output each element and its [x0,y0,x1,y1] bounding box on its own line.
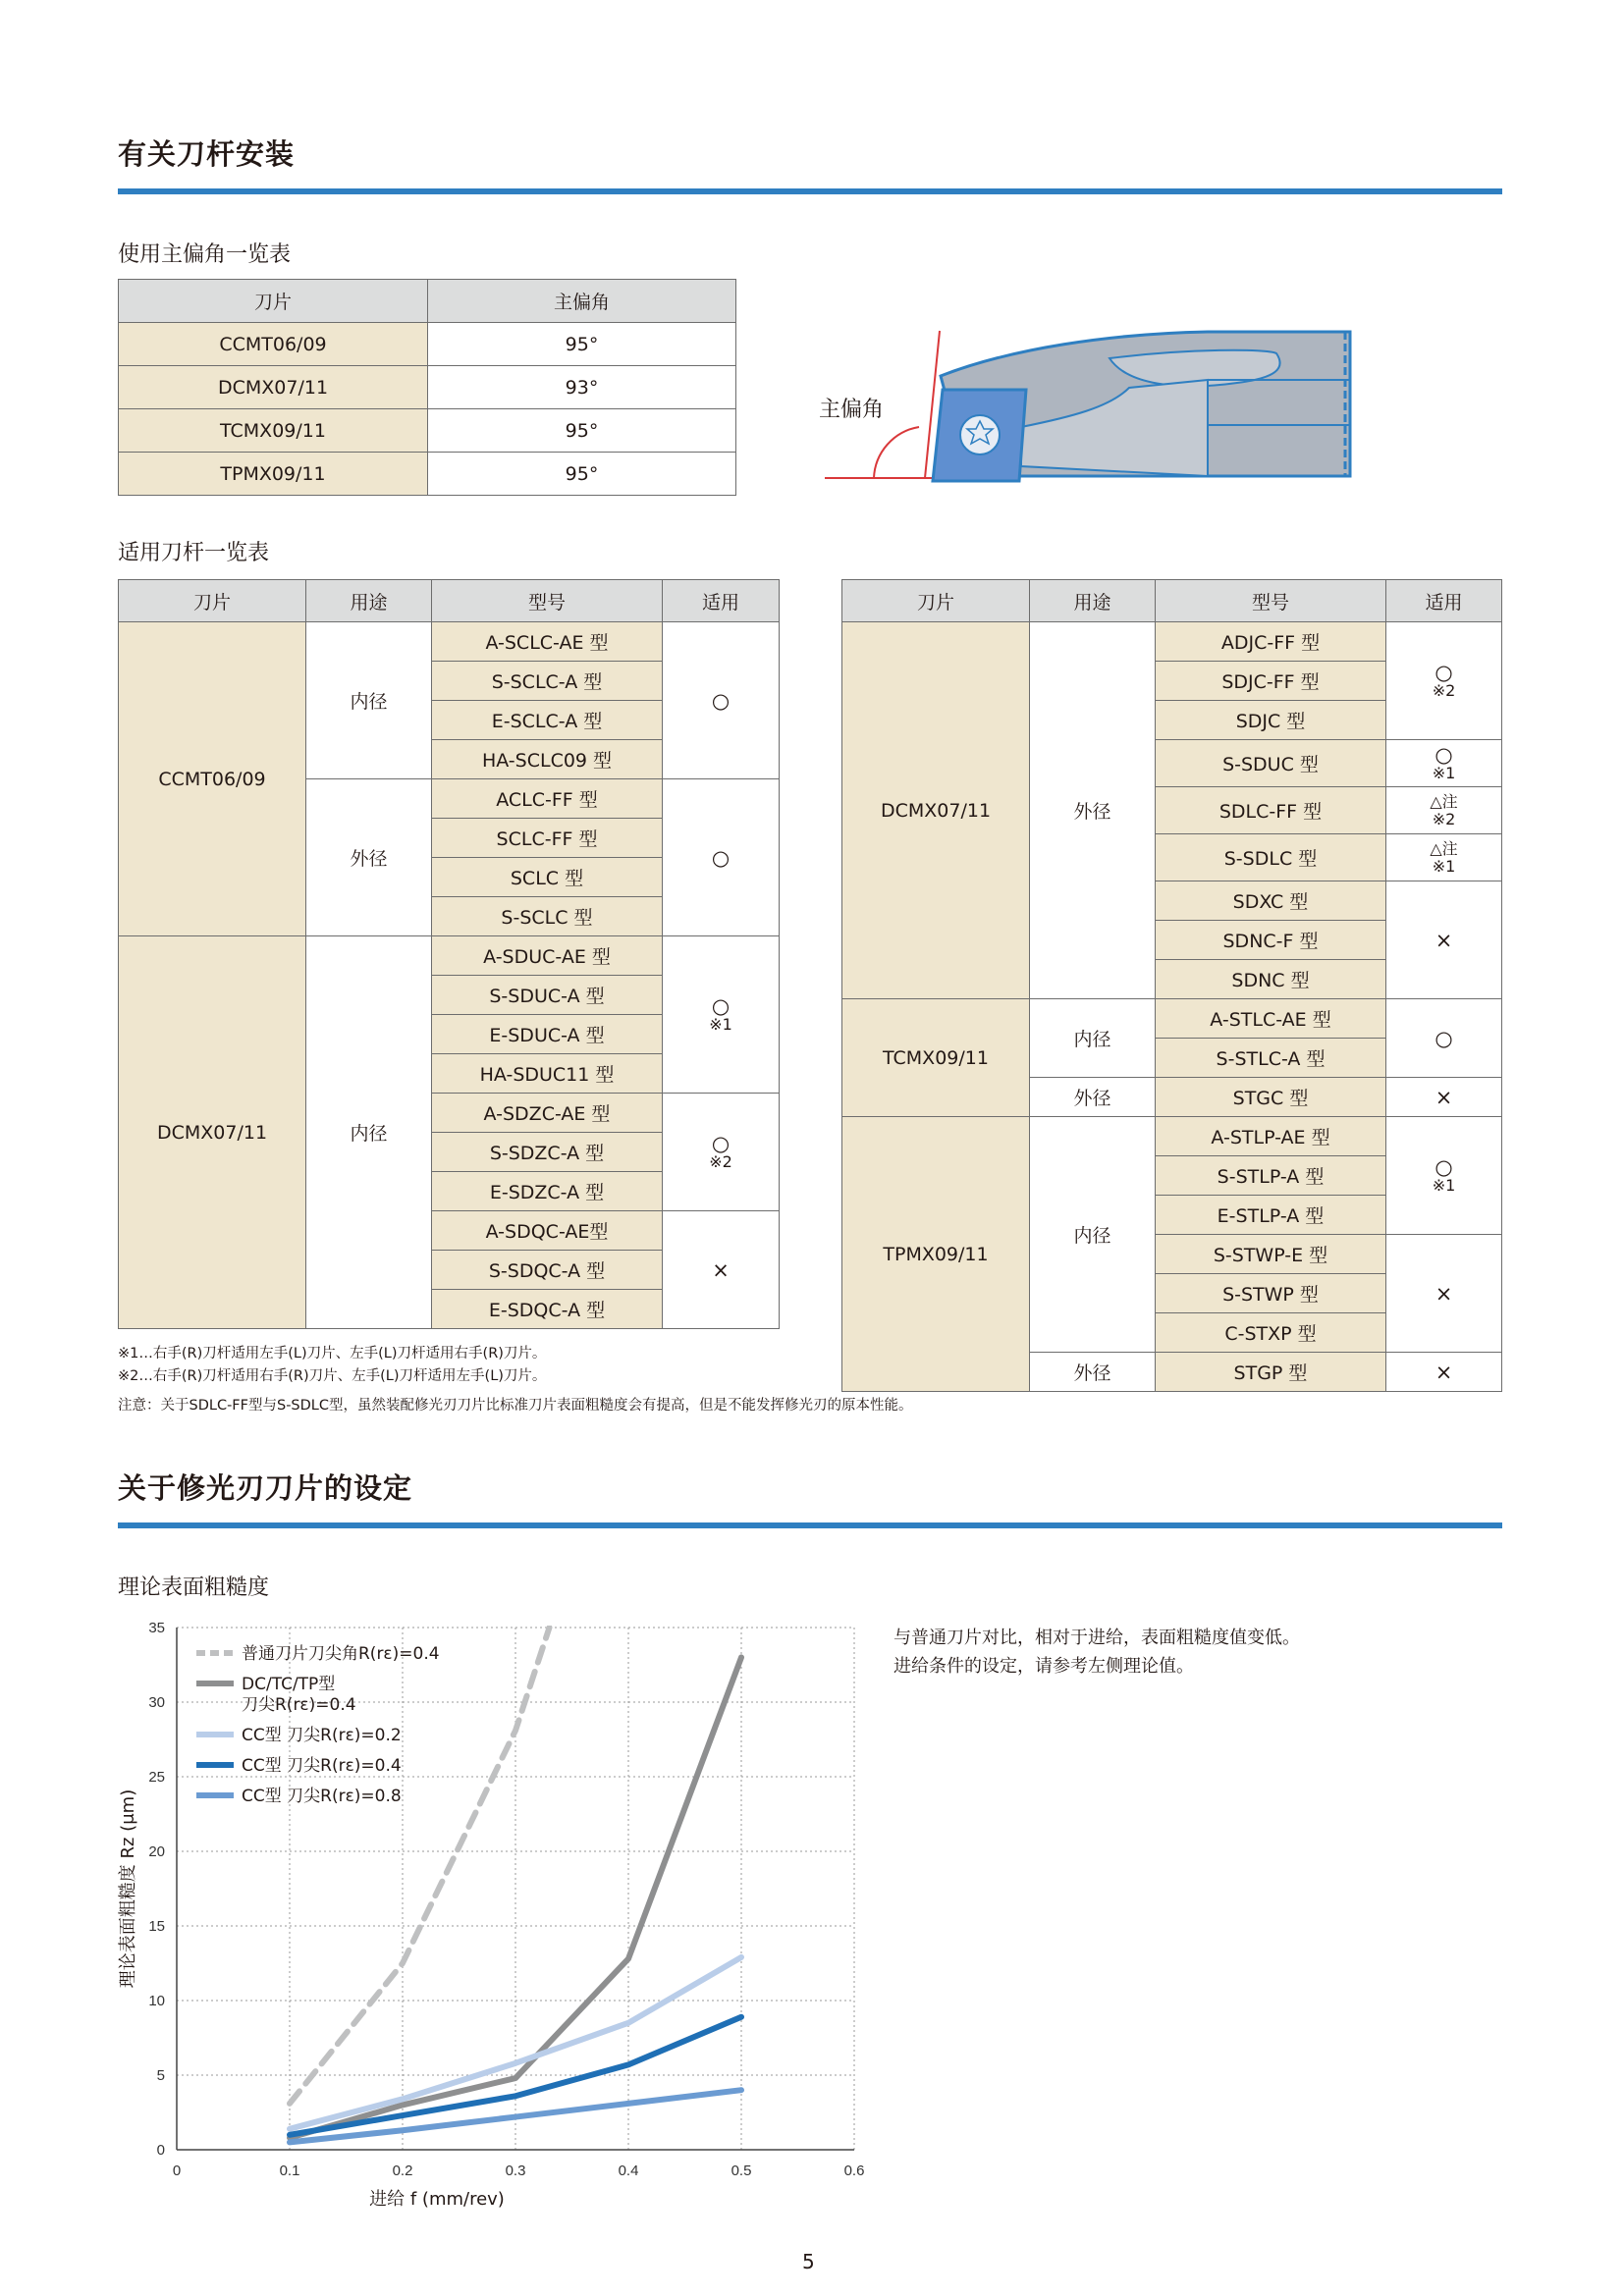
mark-symbol: ○ [1435,1154,1453,1179]
mark-symbol: ○ [711,1131,731,1155]
x-tick-label: 0.4 [618,2163,639,2179]
cell-model: A-SDUC-AE 型 [432,936,663,976]
cell-model: A-SDQC-AE型 [432,1211,663,1251]
footnote-2: ※2…右手(R)刀杆适用右手(R)刀片、左手(L)刀杆适用左手(L)刀片。 [118,1368,547,1384]
x-tick-label: 0.5 [731,2163,752,2179]
cell-use: 外径 [1030,1078,1156,1117]
description-line: 与普通刀片对比，相对于进给，表面粗糙度值变低。 [893,1628,1300,1648]
tool-holder-diagram [815,319,1355,491]
cell-model: S-SDQC-A 型 [432,1251,663,1290]
mark-note: ※2 [1432,809,1456,828]
cell-model: S-STLP-A 型 [1156,1156,1386,1196]
cell-model: S-STLC-A 型 [1156,1039,1386,1078]
cell-mark [1386,740,1502,787]
cell-insert: DCMX07/11 [119,936,306,1329]
cell-insert: TPMX09/11 [842,1117,1030,1392]
angle-table-header-angle: 主偏角 [428,280,736,323]
angle-row-insert: TCMX09/11 [119,409,428,453]
legend-label: CC型 刀尖R(rε)=0.8 [242,1787,402,1806]
angle-row-insert: CCMT06/09 [119,323,428,366]
y-tick-label: 0 [156,2142,165,2159]
cell-use: 外径 [1030,622,1156,999]
y-tick-label: 35 [148,1620,165,1636]
angle-row-angle: 93° [428,366,736,409]
legend-label: 普通刀片刀尖角R(rε)=0.4 [242,1644,440,1664]
x-tick-label: 0.6 [843,2163,865,2179]
cell-use: 外径 [1030,1353,1156,1392]
cell-model: SCLC-FF 型 [432,819,663,858]
y-axis-label: 理论表面粗糙度 Rz (μm) [118,1789,138,1989]
description-line: 进给条件的设定，请参考左侧理论值。 [893,1656,1194,1677]
cell-model: E-SDZC-A 型 [432,1172,663,1211]
cell-model: E-STLP-A 型 [1156,1196,1386,1235]
cell-model: SDJC 型 [1156,701,1386,740]
cell-model: SDNC-F 型 [1156,921,1386,960]
cell-mark: ○ [1386,999,1502,1078]
section-title-wiper-setting: 关于修光刃刀片的设定 [118,1471,413,1505]
angle-table-header-insert: 刀片 [119,280,428,323]
mark-symbol: ○ [1435,742,1453,767]
mark-note: ※1 [1432,856,1456,876]
header-model: 型号 [1156,580,1386,622]
header-insert: 刀片 [119,580,306,622]
chart-description [893,1624,1300,1681]
cell-model: STGC 型 [1156,1078,1386,1117]
y-tick-label: 5 [156,2067,165,2084]
cell-model: SDXC 型 [1156,881,1386,921]
legend-label: DC/TC/TP型 [242,1675,336,1694]
mark-note: ※1 [1432,763,1456,782]
cell-model: E-SCLC-A 型 [432,701,663,740]
mark-note: ※1 [1432,1175,1456,1195]
cell-use: 内径 [306,936,432,1329]
cell-model: S-SDUC-A 型 [432,976,663,1015]
cell-mark [1386,1117,1502,1235]
cell-model: A-STLC-AE 型 [1156,999,1386,1039]
angle-row-angle: 95° [428,323,736,366]
cell-mark: × [1386,881,1502,999]
y-tick-label: 25 [148,1769,165,1786]
cell-model: A-SDZC-AE 型 [432,1094,663,1133]
cell-insert: TCMX09/11 [842,999,1030,1117]
cell-model: S-SCLC 型 [432,897,663,936]
cell-mark [1386,622,1502,740]
header-insert: 刀片 [842,580,1030,622]
cell-model: S-SCLC-A 型 [432,662,663,701]
roughness-chart [98,1610,884,2218]
cell-mark: ○ [663,622,780,779]
y-tick-label: 20 [148,1843,165,1860]
cell-model: E-SDQC-A 型 [432,1290,663,1329]
mark-symbol: △注 [1430,791,1458,811]
mark-note: ※2 [1432,680,1456,700]
x-axis-label: 进给 f (mm/rev) [369,2189,505,2210]
cell-mark [663,1094,780,1211]
cell-model: C-STXP 型 [1156,1313,1386,1353]
y-tick-label: 10 [148,1993,165,2009]
cell-mark: × [663,1211,780,1329]
cell-model: STGP 型 [1156,1353,1386,1392]
cell-mark [1386,834,1502,881]
cell-model: SDLC-FF 型 [1156,787,1386,834]
mark-note: ※2 [709,1151,732,1171]
angle-row-angle: 95° [428,409,736,453]
cell-model: S-SDZC-A 型 [432,1133,663,1172]
cell-use: 内径 [1030,999,1156,1078]
angle-table [118,279,736,496]
section-rule [118,1522,1502,1528]
cell-model: ADJC-FF 型 [1156,622,1386,662]
y-tick-label: 30 [148,1694,165,1711]
y-tick-label: 15 [148,1918,165,1935]
cell-mark [1386,787,1502,834]
x-tick-label: 0.1 [279,2163,300,2179]
cell-use: 内径 [306,622,432,779]
footnote-1: ※1…右手(R)刀杆适用左手(L)刀片、左手(L)刀杆适用右手(R)刀片。 [118,1346,547,1362]
cell-model: A-SCLC-AE 型 [432,622,663,662]
angle-row-insert: DCMX07/11 [119,366,428,409]
legend-label: CC型 刀尖R(rε)=0.4 [242,1756,402,1776]
angle-arc [874,427,919,478]
cell-model: S-STWP 型 [1156,1274,1386,1313]
cell-insert: CCMT06/09 [119,622,306,936]
cell-model: S-SDLC 型 [1156,834,1386,881]
section-title-holder-install: 有关刀杆安装 [118,137,296,171]
header-use: 用途 [1030,580,1156,622]
angle-table-caption: 使用主偏角一览表 [118,242,292,267]
x-tick-label: 0 [172,2163,182,2179]
cell-mark: × [1386,1235,1502,1353]
cell-model: ACLC-FF 型 [432,779,663,819]
legend-label: CC型 刀尖R(rε)=0.2 [242,1726,402,1745]
cell-mark: × [1386,1078,1502,1117]
header-model: 型号 [432,580,663,622]
cell-insert: DCMX07/11 [842,622,1030,999]
cell-mark: × [1386,1353,1502,1392]
angle-row-angle: 95° [428,453,736,496]
footnote-caution: 注意：关于SDLC-FF型与S-SDLC型，虽然装配修光刃刀片比标准刀片表面粗糙度会有提高，但是不能发挥修光刃的原本性能。 [118,1398,913,1414]
cell-model: SDJC-FF 型 [1156,662,1386,701]
cell-model: E-SDUC-A 型 [432,1015,663,1054]
legend-label: 刀尖R(rε)=0.4 [242,1695,356,1715]
cell-model: SCLC 型 [432,858,663,897]
holder-table-right [841,579,1502,1392]
cell-model: A-STLP-AE 型 [1156,1117,1386,1156]
header-applicable: 适用 [663,580,780,622]
mark-symbol: △注 [1430,838,1458,858]
cell-mark [663,936,780,1094]
mark-symbol: ○ [711,993,731,1018]
header-applicable: 适用 [1386,580,1502,622]
page-number: 5 [802,2250,815,2273]
cell-use: 外径 [306,779,432,936]
holder-table-left [118,579,780,1329]
x-tick-label: 0.2 [392,2163,413,2179]
holder-table-caption: 适用刀杆一览表 [118,541,270,565]
angle-label: 主偏角 [819,398,885,422]
cell-model: SDNC 型 [1156,960,1386,999]
angle-row-insert: TPMX09/11 [119,453,428,496]
mark-symbol: ○ [1435,660,1453,684]
mark-note: ※1 [709,1014,732,1034]
header-use: 用途 [306,580,432,622]
cell-model: S-STWP-E 型 [1156,1235,1386,1274]
section-rule [118,188,1502,194]
cell-use: 内径 [1030,1117,1156,1353]
cell-model: S-SDUC 型 [1156,740,1386,787]
x-tick-label: 0.3 [505,2163,526,2179]
cell-mark: ○ [663,779,780,936]
cell-model: HA-SCLC09 型 [432,740,663,779]
chart-caption: 理论表面粗糙度 [118,1575,270,1600]
cell-model: HA-SDUC11 型 [432,1054,663,1094]
